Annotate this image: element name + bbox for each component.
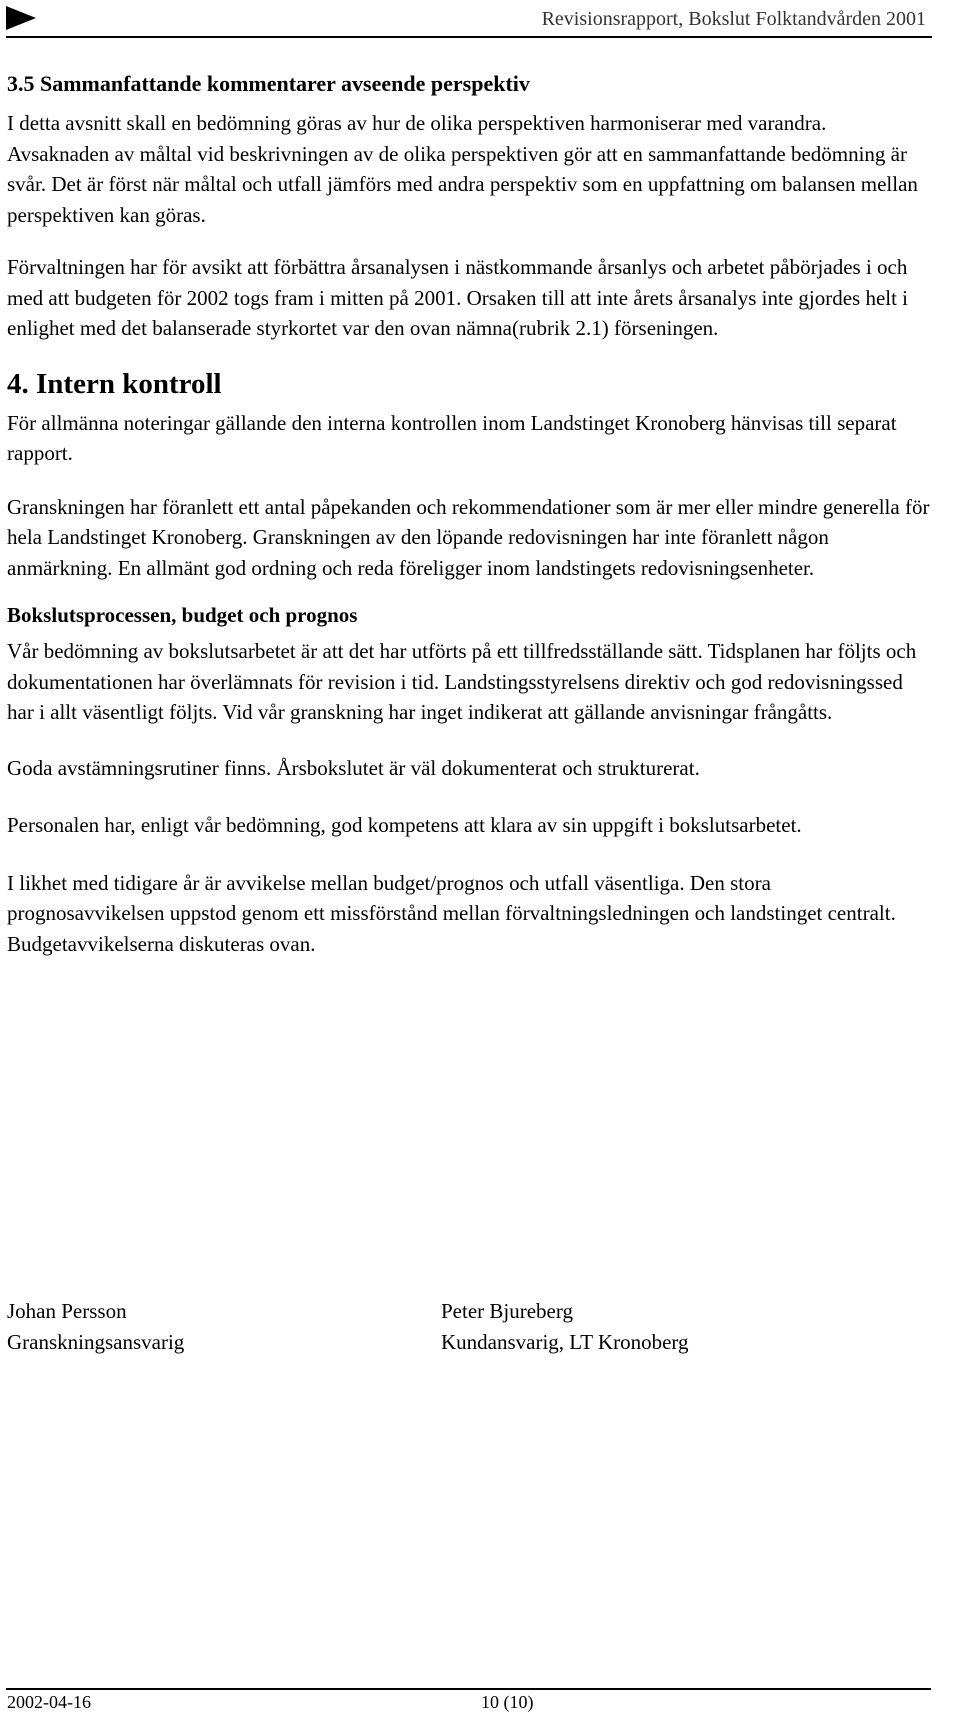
paragraph: Goda avstämningsrutiner finns. Årsbokslutet är väl dokumenterat och strukturerat. xyxy=(7,755,700,780)
subsection-heading-bokslut: Bokslutsprocessen, budget och prognos xyxy=(7,603,358,627)
chapter-heading-4: 4. Intern kontroll xyxy=(7,367,222,400)
paragraph: Förvaltningen har för avsikt att förbättra årsanalysen i nästkommande årsanlys och arbetet påbörjades i och med att budgeten för 2002 togs fram i mitten på 2001. Orsaken till att inte årets årsanalys inte gjordes helt i enlighet med det balanserade styrkortet var den ovan nämna(rubrik 2.1) förseningen. xyxy=(7,255,909,340)
paragraph: Granskningen har föranlett ett antal påpekanden och rekommendationer som är mer eller mindre generella för hela Landstinget Kronoberg. Granskningen av den löpande redovisningen har inte föranlett någon anmärkning. En allmänt god ordning och reda föreligger inom landstingets redovisningsenheter. xyxy=(7,494,930,580)
paragraph: Vår bedömning av bokslutsarbetet är att det har utförts på ett tillfredsställande sätt. Tidsplanen har följts och dokumentationen har överlämnats för revision i tid. Landstingsstyrelsens direktiv och god redovisningssed har i allt väsentligt följts. Vid vår granskning har inget indikerat att gällande anvisningar frångåtts. xyxy=(7,639,917,724)
footer-date: 2002-04-16 xyxy=(7,1692,91,1712)
signatory-name: Johan Persson xyxy=(7,1299,127,1323)
footer-page-number: 10 (10) xyxy=(481,1692,534,1712)
paragraph: För allmänna noteringar gällande den interna kontrollen inom Landstinget Kronoberg hänvisas till separat rapport. xyxy=(7,410,897,465)
header-title: Revisionsrapport, Bokslut Folktandvården 2001 xyxy=(541,8,926,30)
signatory-role: Kundansvarig, LT Kronoberg xyxy=(441,1329,689,1354)
signatory-name: Peter Bjureberg xyxy=(441,1299,573,1323)
header-divider xyxy=(6,36,932,38)
document-body xyxy=(7,70,932,959)
signatory-role: Granskningsansvarig xyxy=(7,1329,185,1354)
page-header xyxy=(0,0,960,44)
section-heading-3-5: 3.5 Sammanfattande kommentarer avseende perspektiv xyxy=(7,71,530,96)
paragraph: I likhet med tidigare år är avvikelse mellan budget/prognos och utfall väsentliga. Den stora prognosavvikelsen uppstod genom ett missförstånd mellan förvaltningsledningen och landstinget centralt. Budgetavvikelserna diskuteras ovan. xyxy=(7,870,896,956)
paragraph: Personalen har, enligt vår bedömning, god kompetens att klara av sin uppgift i bokslutsarbetet. xyxy=(7,813,802,837)
footer-divider xyxy=(6,1688,931,1690)
signature-block-left xyxy=(7,1296,184,1357)
signature-block-right xyxy=(441,1296,689,1357)
right-triangle-arrow-icon xyxy=(6,6,36,30)
paragraph: I detta avsnitt skall en bedömning göras av hur de olika perspektiven harmoniserar med varandra. Avsaknaden av måltal vid beskrivningen av de olika perspektiven gör att en sammanfattande bedömning är svår. Det är först när måltal och utfall jämförs med andra perspektiv som en uppfattning om balansen mellan perspektiven kan göras. xyxy=(7,111,918,227)
